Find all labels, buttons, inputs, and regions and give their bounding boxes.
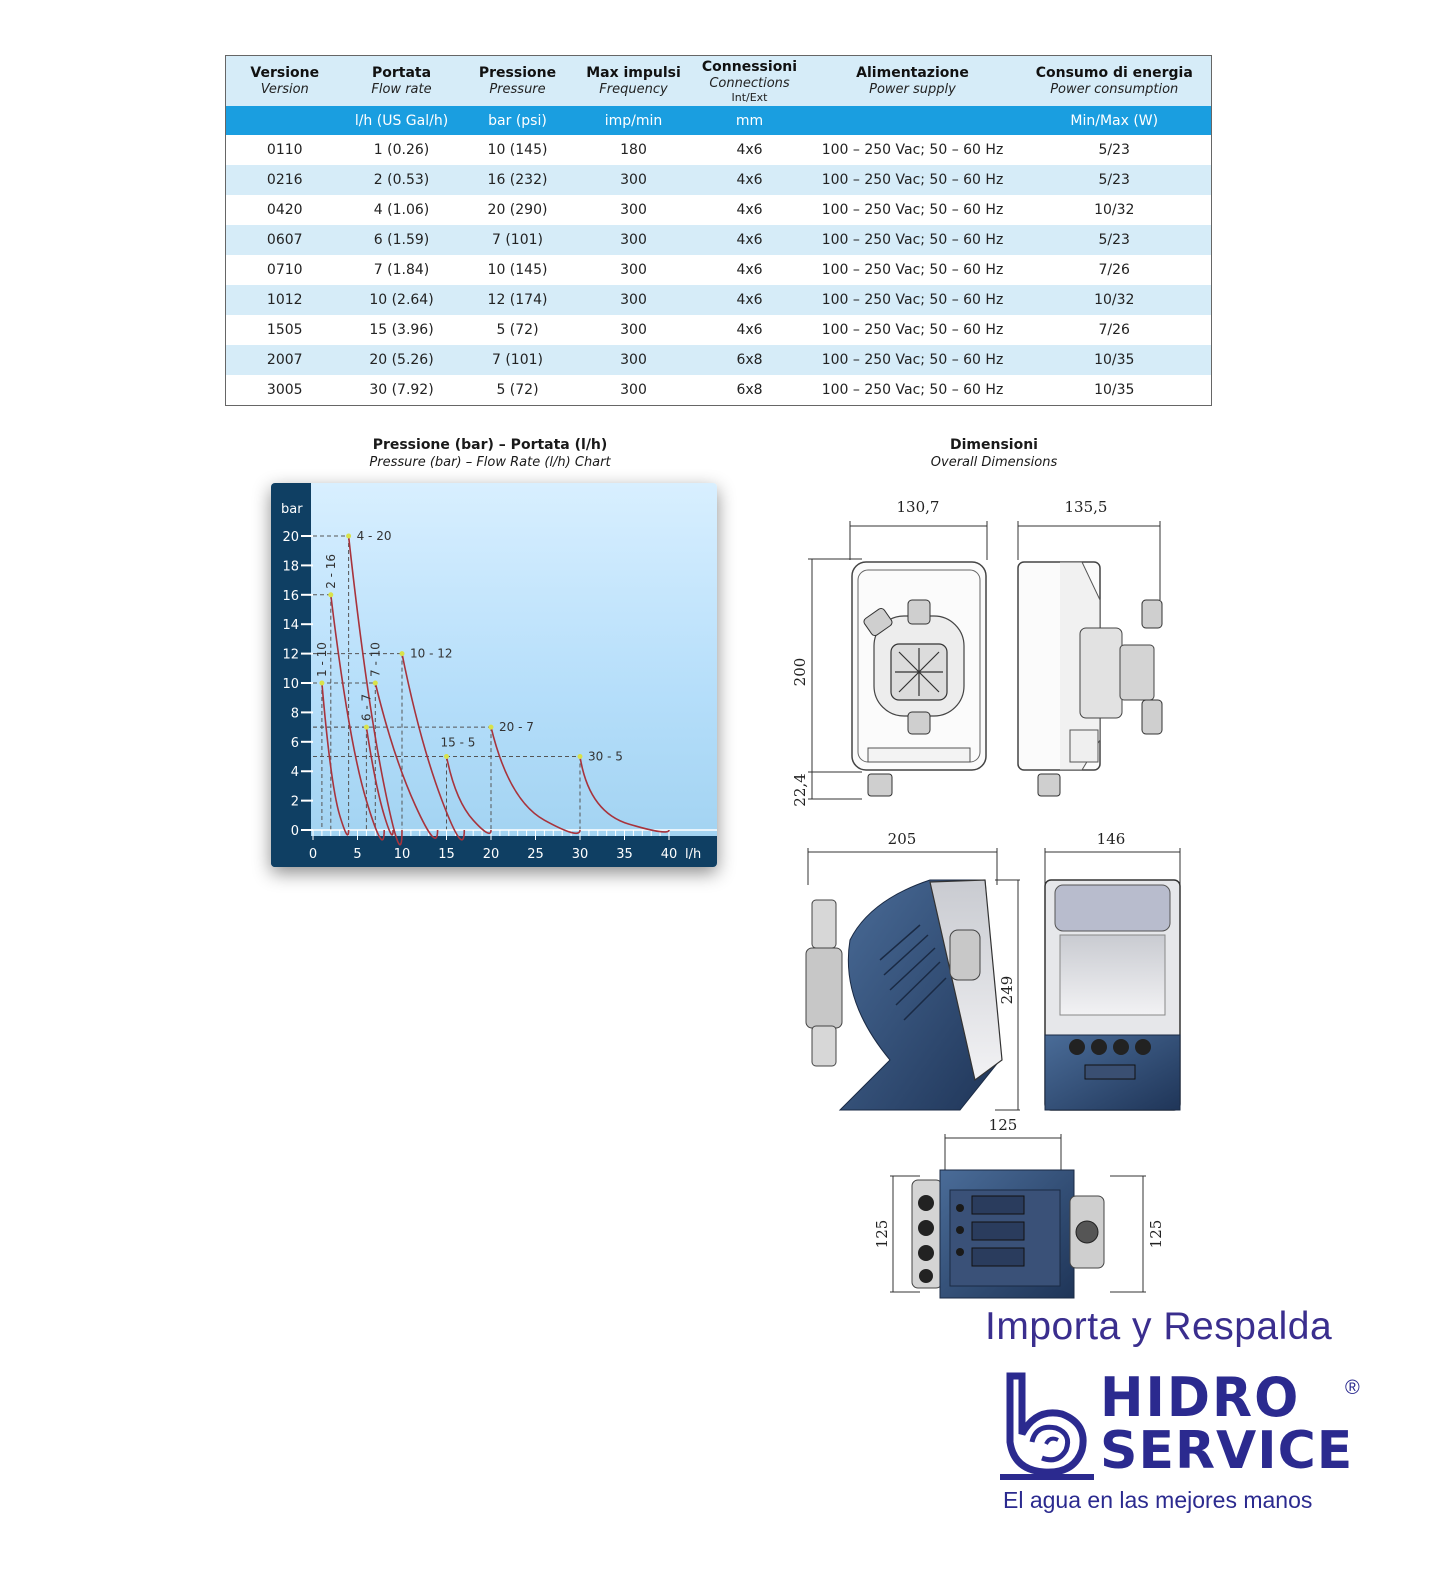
table-cell: 16 (232) [460, 165, 576, 195]
dim-rear-width: 146 [1096, 830, 1126, 848]
dim-base-height: 22,4 [791, 773, 809, 807]
table-cell: 30 (7.92) [369, 382, 434, 398]
header-label-english: Pressure [489, 81, 546, 97]
table-cell: 0216 [226, 165, 344, 195]
table-cell: 100 – 250 Vac; 50 – 60 Hz [808, 345, 1018, 375]
series-label: 2 - 16 [323, 553, 338, 589]
header-label: Alimentazione [856, 64, 969, 81]
table-cell: 10/35 [1018, 345, 1212, 375]
table-cell: 100 – 250 Vac; 50 – 60 Hz [821, 202, 1004, 218]
series-label: 15 - 5 [440, 735, 476, 750]
table-cell: 20 (290) [487, 202, 548, 218]
top-view-drawing [873, 1116, 1165, 1298]
table-cell: 1012 [226, 285, 344, 315]
table-cell: 1 (0.26) [373, 142, 430, 158]
header-label: Consumo di energia [1035, 64, 1193, 81]
series-label: 30 - 5 [588, 749, 623, 764]
side-view-drawing [1018, 498, 1162, 796]
header-label-english: Version [260, 81, 309, 97]
y-tick-label: 0 [290, 824, 299, 839]
chart-title: Pressione (bar) – Portata (l/h) [372, 437, 608, 453]
header-label: Connessioni [701, 59, 798, 75]
header-label-english: Frequency [599, 81, 668, 97]
table-cell: 4x6 [736, 142, 763, 158]
unit-cell: mm [692, 106, 808, 135]
header-sublabel: Int/Ext [731, 91, 768, 104]
table-cell: 300 [576, 165, 692, 195]
table-cell: 4x6 [736, 322, 763, 338]
x-tick-label: 40 [660, 847, 678, 862]
table-cell: 6 (1.59) [344, 225, 460, 255]
table-cell: 10/32 [1094, 202, 1135, 218]
table-cell: 7/26 [1098, 322, 1130, 338]
header-label-english: Power consumption [1050, 81, 1179, 97]
table-cell: 300 [576, 345, 692, 375]
header-label-english: Connections [709, 76, 790, 91]
x-tick-label: 0 [308, 847, 318, 862]
table-cell: 10 (145) [487, 262, 548, 278]
profile-view-drawing [806, 830, 1002, 1110]
x-tick-label: 20 [482, 847, 500, 862]
table-cell: 20 (5.26) [344, 345, 460, 375]
registered-mark: ® [1345, 1377, 1360, 1399]
dimensions-subtitle: Overall Dimensions [930, 455, 1058, 470]
y-tick-label: 8 [290, 706, 299, 722]
table-cell: 100 – 250 Vac; 50 – 60 Hz [808, 165, 1018, 195]
table-cell: 2007 [226, 345, 344, 375]
table-cell: 300 [620, 262, 647, 278]
y-axis-label: bar [281, 502, 303, 517]
table-cell: 4x6 [736, 202, 763, 218]
table-cell: 12 (174) [460, 285, 576, 315]
dim-side-width: 135,5 [1064, 498, 1108, 516]
y-tick-label: 14 [282, 618, 299, 634]
dim-front-height: 200 [791, 657, 809, 687]
table-cell: 1505 [266, 322, 303, 338]
importa-tagline: Importa y Respalda [985, 1305, 1333, 1348]
table-cell: 4x6 [692, 285, 808, 315]
table-cell: 100 – 250 Vac; 50 – 60 Hz [821, 142, 1004, 158]
table-cell: 100 – 250 Vac; 50 – 60 Hz [808, 285, 1018, 315]
header-label-english: Power supply [869, 81, 956, 97]
y-tick-label: 20 [282, 530, 299, 545]
y-tick-label: 2 [290, 794, 299, 810]
x-tick-label: 35 [616, 847, 633, 862]
table-cell: 0110 [266, 142, 303, 158]
series-label: 10 - 12 [410, 646, 453, 661]
table-cell: 300 [576, 285, 692, 315]
table-cell: 300 [620, 202, 647, 218]
table-cell: 5/23 [1018, 165, 1212, 195]
dimensions-title: Dimensioni [950, 437, 1038, 453]
table-cell: 15 (3.96) [369, 322, 434, 338]
series-label: 20 - 7 [499, 720, 534, 735]
table-cell: 7 (1.84) [373, 262, 430, 278]
x-tick-label: 25 [527, 847, 544, 862]
series-label: 6 - 7 [359, 693, 374, 722]
series-label: 1 - 10 [314, 642, 329, 677]
dim-front-width: 130,7 [896, 498, 940, 516]
header-label: Max impulsi [586, 64, 681, 81]
table-cell: 180 [620, 142, 647, 158]
table-cell: 4x6 [692, 225, 808, 255]
chart-subtitle: Pressure (bar) – Flow Rate (l/h) Chart [369, 455, 611, 470]
table-cell: 4x6 [692, 165, 808, 195]
y-tick-label: 12 [282, 647, 299, 663]
header-label: Versione [250, 64, 320, 81]
table-cell: 10 (2.64) [344, 285, 460, 315]
table-cell: 5 (72) [496, 382, 539, 398]
series-label: 7 - 10 [368, 642, 383, 677]
y-tick-label: 4 [290, 765, 299, 781]
dim-side-depth: 205 [887, 830, 917, 848]
table-cell: 100 – 250 Vac; 50 – 60 Hz [808, 225, 1018, 255]
x-tick-label: 30 [571, 847, 589, 862]
table-cell: 100 – 250 Vac; 50 – 60 Hz [821, 382, 1004, 398]
brand-name-hidro: HIDRO [1100, 1366, 1301, 1430]
dim-top-width: 125 [988, 1116, 1018, 1134]
table-cell: 300 [620, 322, 647, 338]
header-label: Pressione [478, 64, 557, 81]
table-cell: 10/32 [1018, 285, 1212, 315]
unit-cell: bar (psi) [460, 106, 576, 135]
table-cell: 0710 [266, 262, 303, 278]
front-view-drawing [791, 498, 987, 807]
table-cell: 0607 [226, 225, 344, 255]
y-tick-label: 10 [282, 677, 299, 692]
table-cell: 5 (72) [496, 322, 539, 338]
table-cell: 4x6 [736, 262, 763, 278]
x-tick-label: 15 [438, 847, 455, 862]
table-cell: 100 – 250 Vac; 50 – 60 Hz [821, 322, 1004, 338]
table-cell: 5/23 [1098, 142, 1130, 158]
table-cell: 0420 [266, 202, 303, 218]
y-tick-label: 18 [282, 559, 299, 575]
x-tick-label: 10 [393, 847, 411, 862]
table-cell: 10 (145) [487, 142, 548, 158]
table-cell: 300 [576, 225, 692, 255]
brand-name-service: SERVICE [1100, 1421, 1354, 1481]
unit-cell: l/h (US Gal/h) [344, 106, 460, 135]
table-cell: 6x8 [736, 382, 763, 398]
table-cell: 4 (1.06) [373, 202, 430, 218]
rear-view-drawing [995, 830, 1180, 1110]
x-axis-label: l/h [685, 847, 702, 862]
hidro-service-logo-mark [996, 1372, 1096, 1482]
dim-total-height: 249 [998, 975, 1016, 1005]
y-tick-label: 6 [290, 735, 299, 751]
table-cell: 7 (101) [460, 345, 576, 375]
header-label-english: Flow rate [371, 81, 432, 97]
table-cell: 7/26 [1098, 262, 1130, 278]
table-cell: 3005 [266, 382, 303, 398]
table-cell: 10/35 [1094, 382, 1135, 398]
y-tick-label: 16 [282, 588, 299, 604]
slogan: El agua en las mejores manos [1003, 1487, 1313, 1513]
x-tick-label: 5 [353, 847, 362, 862]
unit-cell: Min/Max (W) [1018, 106, 1212, 135]
table-cell: 300 [620, 382, 647, 398]
dim-top-depth-left: 125 [873, 1219, 891, 1249]
table-cell: 7 (101) [460, 225, 576, 255]
table-cell: 2 (0.53) [344, 165, 460, 195]
table-cell: 6x8 [692, 345, 808, 375]
dim-top-depth-right: 125 [1147, 1219, 1165, 1249]
table-cell: 100 – 250 Vac; 50 – 60 Hz [821, 262, 1004, 278]
series-label: 4 - 20 [356, 529, 392, 543]
table-cell: 5/23 [1018, 225, 1212, 255]
unit-cell: imp/min [576, 106, 692, 135]
header-label: Portata [371, 64, 432, 81]
